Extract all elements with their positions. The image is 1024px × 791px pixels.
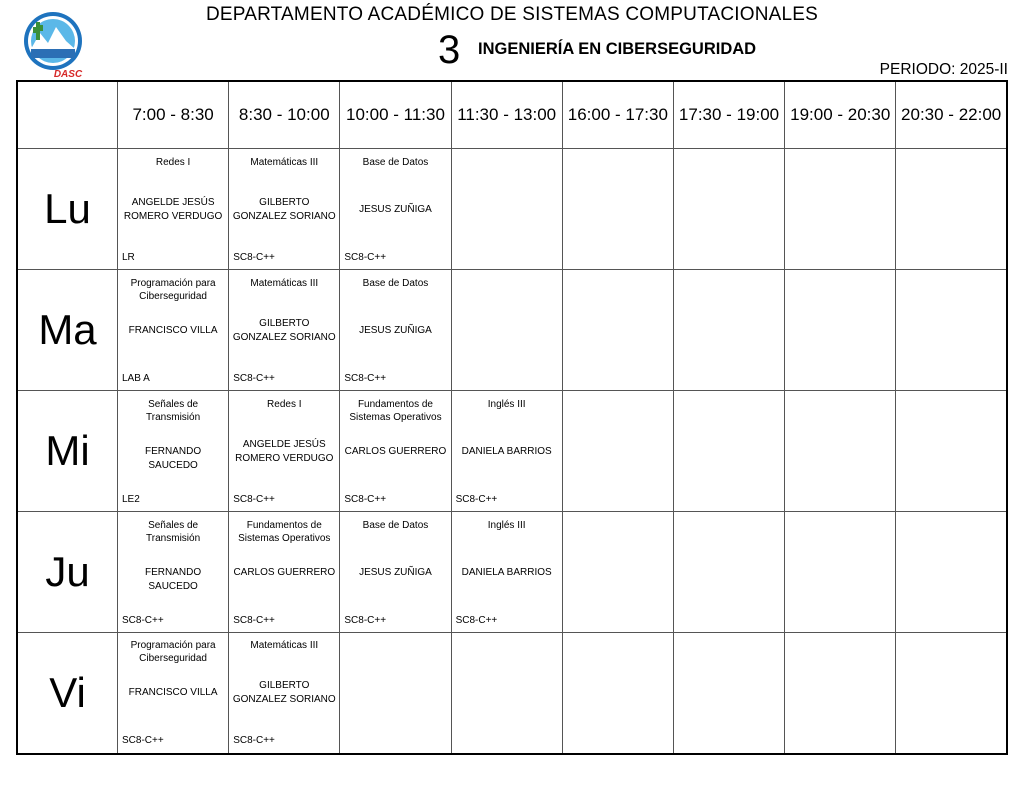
room-label: SC8-C++ xyxy=(344,372,387,384)
class-cell xyxy=(118,633,229,754)
period-label: PERIODO: 2025-II xyxy=(879,61,1008,78)
class-cell xyxy=(118,512,229,633)
subject-name: Base de Datos xyxy=(362,156,429,168)
time-slot-header: 19:00 - 20:30 xyxy=(785,81,896,149)
class-cell xyxy=(451,270,562,391)
class-cell xyxy=(118,149,229,270)
day-row xyxy=(17,391,1007,512)
time-slot-header: 8:30 - 10:00 xyxy=(229,81,340,149)
class-cell xyxy=(896,391,1007,512)
class-cell xyxy=(451,149,562,270)
class-cell xyxy=(118,391,229,512)
class-cell xyxy=(229,633,340,754)
teacher-name: DANIELA BARRIOS xyxy=(461,566,552,578)
room-label: LE2 xyxy=(122,493,140,505)
subject-name: Matemáticas III xyxy=(250,277,319,289)
class-cell xyxy=(785,149,896,270)
teacher-name: JESUS ZUÑIGA xyxy=(359,203,432,215)
time-slot-header: 10:00 - 11:30 xyxy=(340,81,451,149)
teacher-name: JESUS ZUÑIGA xyxy=(359,324,432,336)
time-slot-header: 11:30 - 13:00 xyxy=(451,81,562,149)
semester-number: 3 xyxy=(438,28,461,72)
teacher-name: CARLOS GUERRERO xyxy=(344,445,447,457)
class-cell xyxy=(785,391,896,512)
class-cell xyxy=(673,391,784,512)
class-cell xyxy=(118,270,229,391)
class-cell xyxy=(229,512,340,633)
subject-name: Programación para Ciberseguridad xyxy=(130,640,216,665)
class-cell xyxy=(896,149,1007,270)
room-label: SC8-C++ xyxy=(233,251,275,263)
class-cell xyxy=(340,512,451,633)
day-label: Vi xyxy=(17,633,118,754)
day-label: Ma xyxy=(17,270,118,391)
teacher-name: CARLOS GUERRERO xyxy=(233,566,336,578)
room-label: SC8-C++ xyxy=(233,735,275,747)
class-cell xyxy=(451,512,562,633)
room-label: SC8-C++ xyxy=(233,614,275,626)
class-cell xyxy=(673,270,784,391)
class-cell xyxy=(340,149,451,270)
class-cell xyxy=(340,270,451,391)
class-cell xyxy=(785,512,896,633)
teacher-name: GILBERTO GONZALEZ SORIANO xyxy=(232,317,336,343)
day-label: Ju xyxy=(17,512,118,633)
subject-name: Redes I xyxy=(267,398,302,410)
subject-name: Inglés III xyxy=(487,398,526,410)
room-label: SC8-C++ xyxy=(344,614,387,626)
day-label: Lu xyxy=(17,149,118,270)
room-label: SC8-C++ xyxy=(344,251,387,263)
program-title: INGENIERÍA EN CIBERSEGURIDAD xyxy=(478,40,757,58)
subject-name: Redes I xyxy=(155,156,191,168)
day-row xyxy=(17,512,1007,633)
teacher-name: ANGELDE JESÚS ROMERO VERDUGO xyxy=(235,438,334,464)
room-label: LR xyxy=(122,251,135,263)
day-row xyxy=(17,149,1007,270)
class-cell xyxy=(229,391,340,512)
class-cell xyxy=(785,270,896,391)
teacher-name: FRANCISCO VILLA xyxy=(128,324,218,336)
class-cell xyxy=(896,270,1007,391)
day-row xyxy=(17,270,1007,391)
room-label: SC8-C++ xyxy=(122,614,164,626)
day-label: Mi xyxy=(17,391,118,512)
subject-name: Fundamentos de Sistemas Operativos xyxy=(349,398,442,423)
room-label: SC8-C++ xyxy=(455,493,498,505)
class-cell xyxy=(340,391,451,512)
department-title: DEPARTAMENTO ACADÉMICO DE SISTEMAS COMPUTACIONALES xyxy=(205,4,819,25)
class-cell xyxy=(673,512,784,633)
subject-name: Base de Datos xyxy=(362,277,429,289)
class-cell xyxy=(229,270,340,391)
subject-name: Señales de Transmisión xyxy=(146,519,201,544)
class-cell xyxy=(896,512,1007,633)
teacher-name: FERNANDO SAUCEDO xyxy=(145,445,202,471)
room-label: SC8-C++ xyxy=(455,614,498,626)
day-row xyxy=(17,633,1007,754)
class-cell xyxy=(562,633,673,754)
teacher-name: FRANCISCO VILLA xyxy=(128,687,218,699)
corner-cell xyxy=(17,81,118,149)
time-slot-header: 7:00 - 8:30 xyxy=(118,81,229,149)
room-label: SC8-C++ xyxy=(233,493,275,505)
class-cell xyxy=(562,149,673,270)
teacher-name: GILBERTO GONZALEZ SORIANO xyxy=(232,680,336,706)
room-label: SC8-C++ xyxy=(344,493,387,505)
class-cell xyxy=(673,149,784,270)
class-cell xyxy=(562,512,673,633)
class-cell xyxy=(562,391,673,512)
subject-name: Fundamentos de Sistemas Operativos xyxy=(238,519,331,544)
subject-name: Matemáticas III xyxy=(250,640,319,652)
subject-name: Señales de Transmisión xyxy=(146,398,201,423)
class-cell xyxy=(673,633,784,754)
class-cell xyxy=(562,270,673,391)
class-cell xyxy=(451,391,562,512)
teacher-name: FERNANDO SAUCEDO xyxy=(145,566,202,592)
svg-text:DASC: DASC xyxy=(53,69,83,79)
class-cell xyxy=(451,633,562,754)
teacher-name: DANIELA BARRIOS xyxy=(461,445,552,457)
class-cell xyxy=(785,633,896,754)
time-slot-header: 17:30 - 19:00 xyxy=(673,81,784,149)
class-cell xyxy=(896,633,1007,754)
class-cell xyxy=(340,633,451,754)
subject-name: Matemáticas III xyxy=(250,156,319,168)
subject-name: Base de Datos xyxy=(362,519,429,531)
room-label: SC8-C++ xyxy=(122,735,164,747)
teacher-name: ANGELDE JESÚS ROMERO VERDUGO xyxy=(123,196,223,222)
room-label: SC8-C++ xyxy=(233,372,275,384)
schedule-table xyxy=(16,80,1008,755)
time-header-row xyxy=(17,81,1007,149)
room-label: LAB A xyxy=(122,372,150,384)
time-slot-header: 16:00 - 17:30 xyxy=(562,81,673,149)
subject-name: Inglés III xyxy=(487,519,526,531)
teacher-name: GILBERTO GONZALEZ SORIANO xyxy=(232,196,336,222)
subject-name: Programación para Ciberseguridad xyxy=(130,277,216,302)
time-slot-header: 20:30 - 22:00 xyxy=(896,81,1007,149)
teacher-name: JESUS ZUÑIGA xyxy=(359,566,432,578)
class-cell xyxy=(229,149,340,270)
